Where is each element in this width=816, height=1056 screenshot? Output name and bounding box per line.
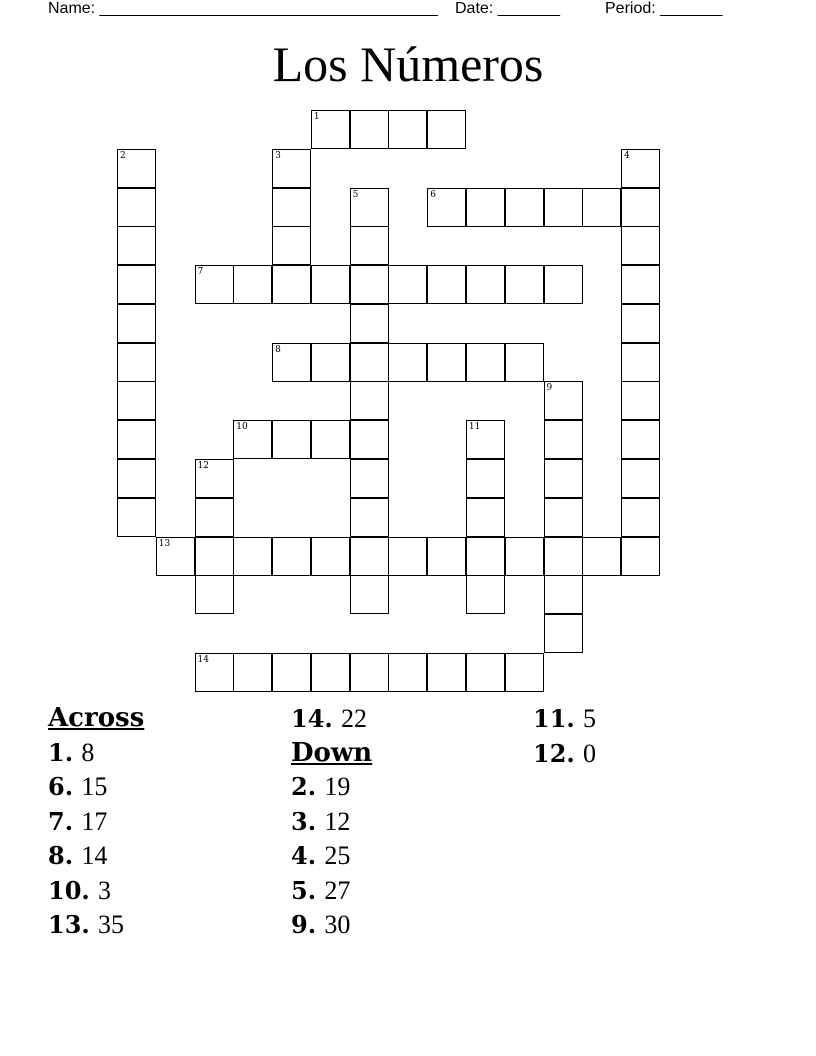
crossword-cell[interactable] [466, 498, 505, 537]
clue-text: 22 [341, 704, 368, 733]
clue-text: 17 [81, 806, 108, 836]
crossword-cell[interactable] [117, 265, 156, 304]
crossword-cell[interactable] [621, 381, 660, 420]
crossword-cell[interactable] [195, 575, 234, 614]
crossword-cell[interactable] [621, 149, 660, 188]
clue-number: 9. [291, 910, 317, 939]
clue-number: 3. [291, 806, 317, 836]
crossword-cell[interactable] [350, 304, 389, 343]
clue-text: 19 [324, 772, 351, 801]
clue-item [291, 874, 372, 909]
clue-item [291, 805, 372, 840]
crossword-cell[interactable] [311, 343, 350, 382]
clue-item [291, 839, 372, 874]
clue-text: 3 [98, 875, 112, 905]
crossword-cell[interactable] [388, 110, 427, 149]
crossword-cell[interactable] [388, 653, 427, 692]
crossword-cell[interactable] [311, 420, 350, 459]
crossword-cell[interactable] [466, 343, 505, 382]
clue-text: 0 [583, 738, 597, 768]
crossword-cell[interactable] [388, 537, 427, 576]
crossword-cell[interactable] [621, 226, 660, 265]
clue-column-2 [291, 702, 372, 943]
clue-item [533, 702, 596, 737]
crossword-cell[interactable] [621, 265, 660, 304]
crossword-cell[interactable] [427, 188, 466, 227]
crossword-cell[interactable] [117, 304, 156, 343]
clue-text: 25 [324, 841, 351, 870]
crossword-cell[interactable] [621, 459, 660, 498]
crossword-cell[interactable] [621, 188, 660, 227]
crossword-cell[interactable] [117, 420, 156, 459]
crossword-cell[interactable] [195, 653, 234, 692]
clue-text: 8 [81, 737, 95, 767]
clue-start-number: 12 [197, 460, 209, 471]
crossword-cell[interactable] [544, 614, 583, 653]
crossword-cell[interactable] [117, 188, 156, 227]
crossword-cell[interactable] [621, 537, 660, 576]
crossword-cell[interactable] [621, 343, 660, 382]
crossword-cell[interactable] [505, 188, 544, 227]
crossword-cell[interactable] [311, 110, 350, 149]
clue-start-number: 11 [468, 422, 481, 433]
crossword-cell[interactable] [233, 537, 272, 576]
crossword-cell[interactable] [311, 653, 350, 692]
crossword-cell[interactable] [117, 343, 156, 382]
crossword-cell[interactable] [582, 188, 621, 227]
clue-start-number: 13 [158, 538, 171, 549]
crossword-cell[interactable] [427, 265, 466, 304]
crossword-cell[interactable] [466, 459, 505, 498]
period-field-label: Period: _______ [605, 0, 723, 17]
crossword-cell[interactable] [311, 265, 350, 304]
crossword-cell[interactable] [272, 149, 311, 188]
crossword-cell[interactable] [544, 420, 583, 459]
clue-start-number: 2 [120, 150, 126, 161]
clue-start-number: 14 [197, 654, 209, 665]
clue-start-number: 8 [275, 344, 281, 355]
clue-item [48, 839, 144, 874]
clue-number: 1. [48, 737, 74, 767]
clue-item [48, 805, 144, 840]
date-field-label: Date: _______ [455, 0, 560, 17]
clue-text: 15 [81, 772, 108, 801]
clue-column-1 [48, 702, 144, 943]
clue-text: 5 [583, 704, 597, 733]
crossword-cell[interactable] [350, 498, 389, 537]
crossword-cell[interactable] [117, 149, 156, 188]
page-title: Los Números [272, 36, 544, 92]
crossword-cell[interactable] [350, 226, 389, 265]
crossword-cell[interactable] [388, 343, 427, 382]
crossword-cell[interactable] [621, 304, 660, 343]
clue-number: 6. [48, 772, 74, 801]
clue-start-number: 1 [313, 112, 320, 122]
crossword-cell[interactable] [466, 420, 505, 459]
crossword-cell[interactable] [544, 575, 583, 614]
crossword-cell[interactable] [350, 420, 389, 459]
clue-start-number: 4 [624, 150, 630, 161]
name-field-label: Name: ______________________________________ [48, 0, 438, 17]
crossword-cell[interactable] [311, 537, 350, 576]
crossword-cell[interactable] [505, 343, 544, 382]
crossword-cell[interactable] [350, 110, 389, 149]
clue-text: 12 [324, 806, 351, 836]
crossword-cell[interactable] [195, 459, 234, 498]
crossword-cell[interactable] [427, 537, 466, 576]
clue-start-number: 6 [430, 189, 436, 200]
clue-number: 2. [291, 772, 317, 801]
crossword-cell[interactable] [505, 537, 544, 576]
clue-number: 4. [291, 841, 317, 870]
crossword-cell[interactable] [233, 265, 272, 304]
crossword-cell[interactable] [427, 110, 466, 149]
clue-text: 35 [98, 910, 125, 939]
crossword-cell[interactable] [350, 188, 389, 227]
crossword-cell[interactable] [350, 537, 389, 576]
crossword-cell[interactable] [195, 265, 234, 304]
crossword-cell[interactable] [466, 575, 505, 614]
clue-item [291, 908, 372, 943]
clue-text: 27 [324, 875, 351, 905]
clue-number: 7. [48, 806, 74, 836]
crossword-cell[interactable] [427, 343, 466, 382]
clue-number: 8. [48, 841, 74, 870]
clue-number: 5. [291, 875, 317, 905]
crossword-cell[interactable] [544, 498, 583, 537]
crossword-cell[interactable] [117, 226, 156, 265]
crossword-cell[interactable] [156, 537, 195, 576]
crossword-cell[interactable] [466, 653, 505, 692]
clue-start-number: 10 [236, 422, 248, 433]
clue-item [48, 770, 144, 805]
crossword-cell[interactable] [233, 420, 272, 459]
crossword-cell[interactable] [350, 265, 389, 304]
clue-text: 30 [324, 910, 351, 939]
clue-item [533, 737, 596, 772]
crossword-cell[interactable] [272, 188, 311, 227]
crossword-cell[interactable] [621, 420, 660, 459]
clue-start-number: 5 [352, 189, 359, 200]
crossword-cell[interactable] [350, 459, 389, 498]
crossword-cell[interactable] [544, 381, 583, 420]
crossword-cell[interactable] [272, 537, 311, 576]
clue-start-number: 7 [197, 267, 204, 278]
clue-number: 11. [533, 704, 575, 733]
clue-item [48, 874, 144, 909]
clue-item [291, 702, 372, 737]
across-heading: Across [48, 703, 145, 733]
crossword-cell[interactable] [350, 653, 389, 692]
crossword-cell[interactable] [350, 575, 389, 614]
crossword-cell[interactable] [350, 381, 389, 420]
clue-item [291, 770, 372, 805]
crossword-cell[interactable] [195, 537, 234, 576]
crossword-cell[interactable] [117, 459, 156, 498]
clue-column-3 [533, 702, 596, 771]
down-heading: Down [291, 737, 373, 768]
clue-number: 14. [291, 704, 333, 733]
clue-number: 10. [48, 875, 90, 905]
clue-start-number: 3 [275, 150, 281, 161]
crossword-cell[interactable] [544, 265, 583, 304]
crossword-cell[interactable] [233, 653, 272, 692]
crossword-cell[interactable] [621, 498, 660, 537]
crossword-cell[interactable] [505, 653, 544, 692]
crossword-cell[interactable] [350, 343, 389, 382]
crossword-cell[interactable] [272, 343, 311, 382]
crossword-cell[interactable] [466, 188, 505, 227]
crossword-cell[interactable] [427, 653, 466, 692]
crossword-cell[interactable] [544, 459, 583, 498]
crossword-cell[interactable] [544, 188, 583, 227]
crossword-cell[interactable] [272, 653, 311, 692]
crossword-cell[interactable] [117, 381, 156, 420]
crossword-cell[interactable] [388, 265, 427, 304]
crossword-cell[interactable] [466, 265, 505, 304]
crossword-cell[interactable] [466, 537, 505, 576]
clue-number: 12. [533, 738, 575, 768]
crossword-cell[interactable] [272, 420, 311, 459]
clue-text: 14 [81, 841, 108, 870]
clue-item [48, 736, 144, 771]
clue-number: 13. [48, 910, 90, 939]
crossword-cell[interactable] [505, 265, 544, 304]
crossword-cell[interactable] [117, 498, 156, 537]
crossword-cell[interactable] [272, 226, 311, 265]
crossword-cell[interactable] [544, 537, 583, 576]
crossword-cell[interactable] [272, 265, 311, 304]
clue-item [48, 908, 144, 943]
crossword-cell[interactable] [195, 498, 234, 537]
crossword-cell[interactable] [582, 537, 621, 576]
clue-start-number: 9 [546, 383, 553, 394]
